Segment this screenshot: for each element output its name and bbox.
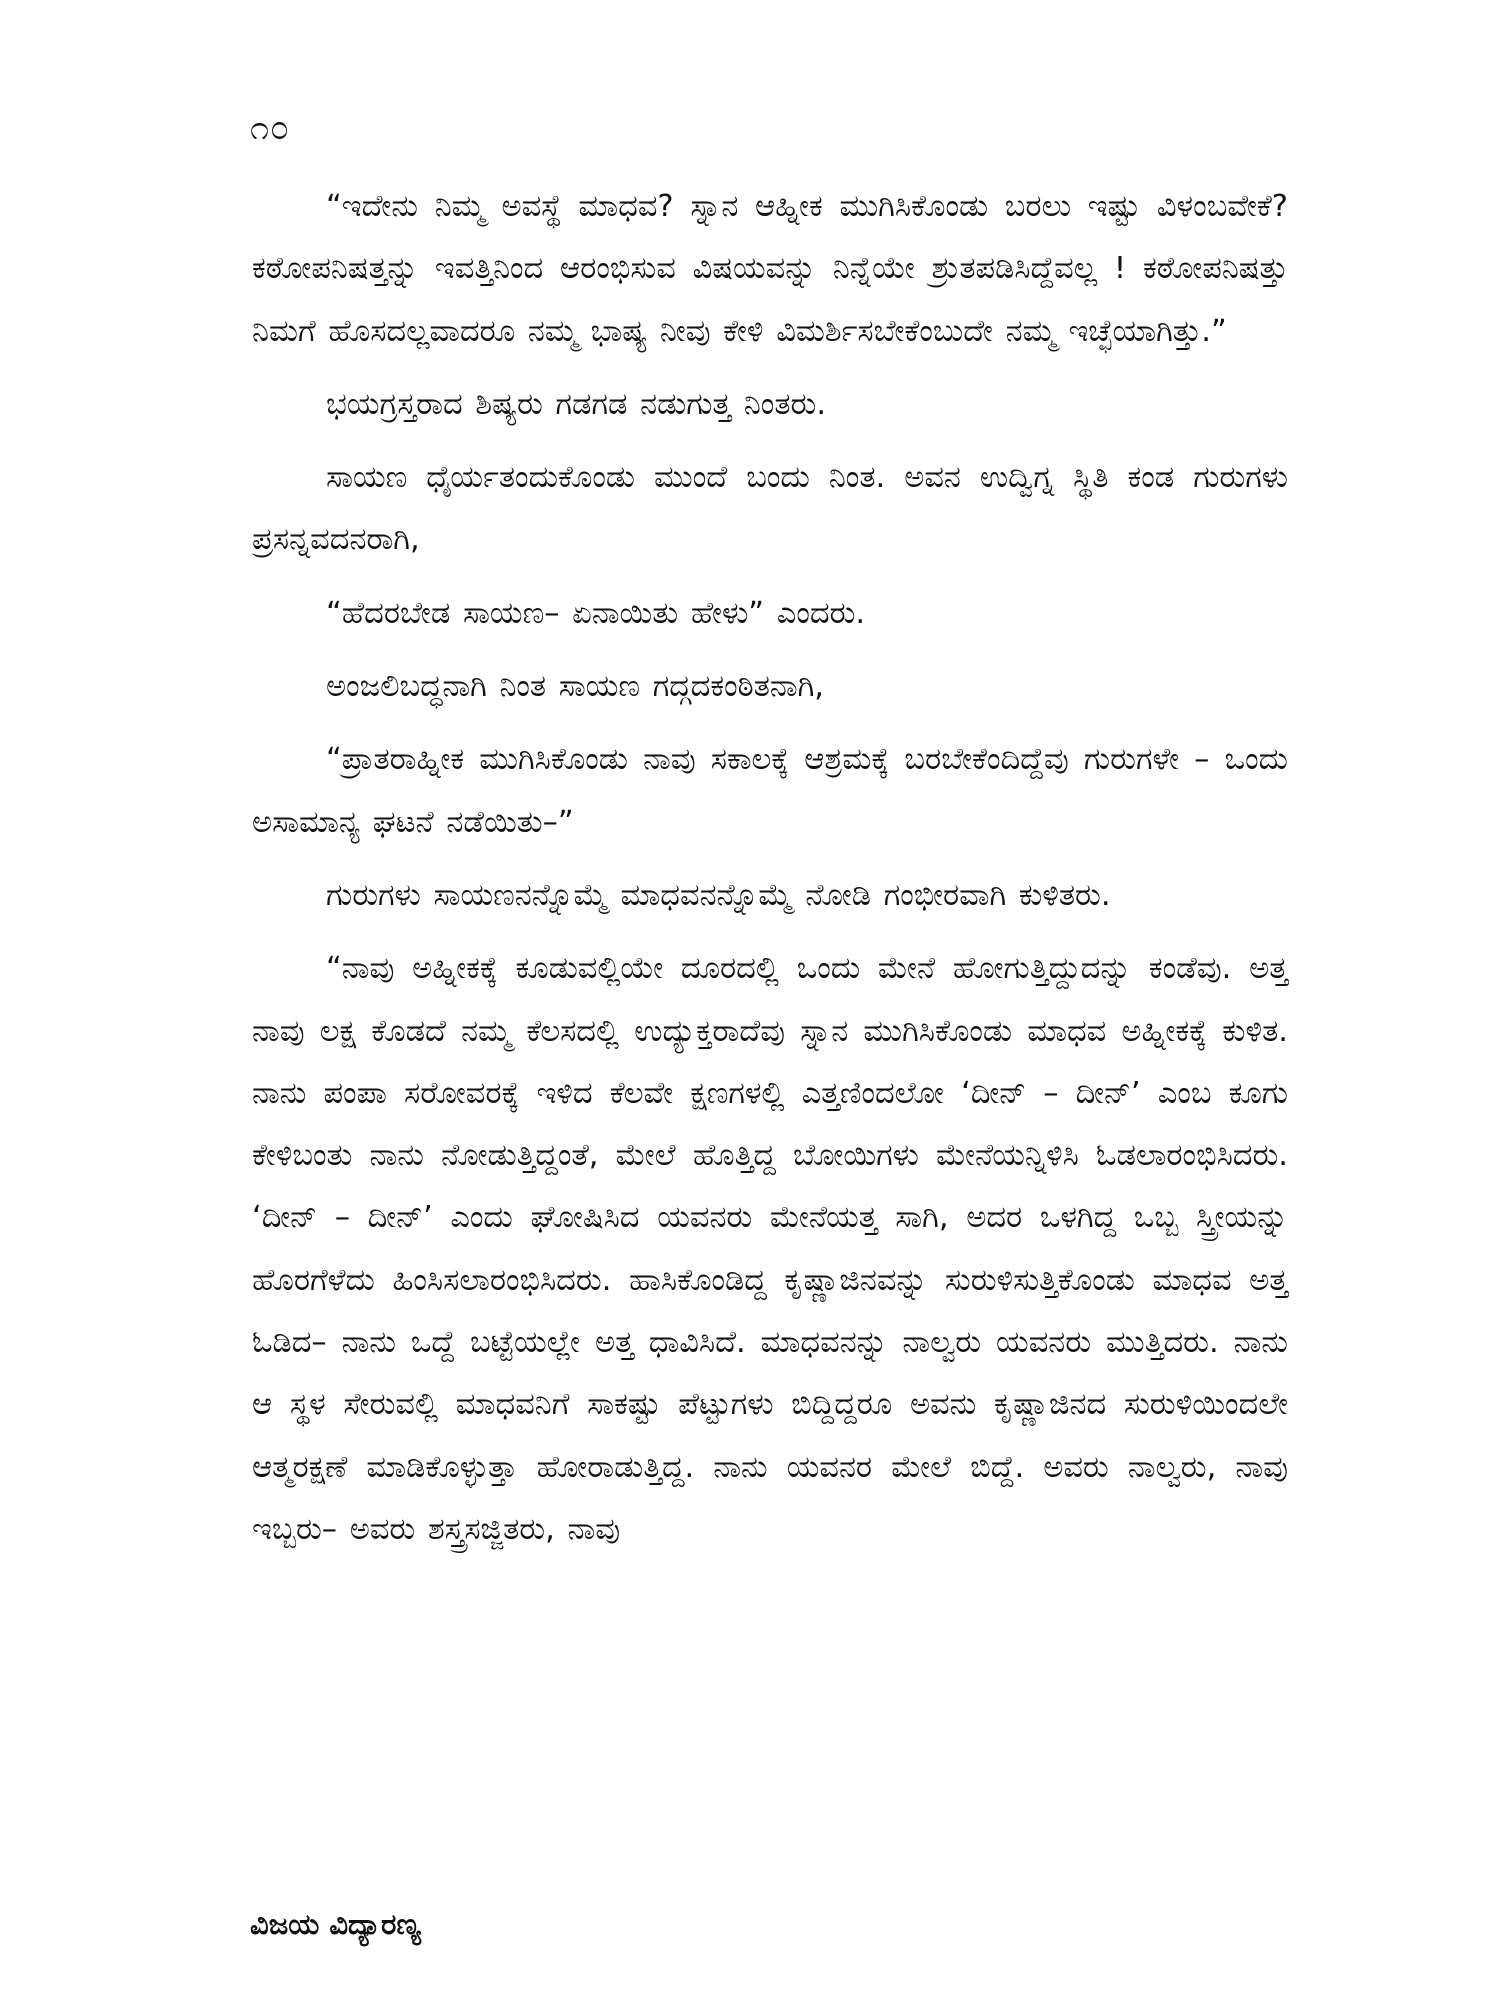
- paragraph: “ಹೆದರಬೇಡ ಸಾಯಣ– ಏನಾಯಿತು ಹೇಳು” ಎಂದರು.: [326, 595, 866, 631]
- paragraph: ಗುರುಗಳು ಸಾಯಣನನ್ನೊಮ್ಮೆ ಮಾಧವನನ್ನೊಮ್ಮೆ ನೋಡಿ ಗಂಭೀರವಾಗಿ ಕುಳಿತರು.: [326, 877, 1111, 913]
- paragraph: ಭಯಗ್ರಸ್ತರಾದ ಶಿಷ್ಯರು ಗಡಗಡ ನಡುಗುತ್ತ ನಿಂತರು.: [326, 386, 827, 422]
- paragraph: ಅಂಜಲಿಬದ್ಧನಾಗಿ ನಿಂತ ಸಾಯಣ ಗದ್ಗದಕಂಠಿತನಾಗಿ,: [326, 669, 824, 705]
- paragraph: ಸಾಯಣ ಧೈರ್ಯತಂದುಕೊಂಡು ಮುಂದೆ ಬಂದು ನಿಂತ. ಅವನ ಉದ್ವಿಗ್ನ ಸ್ಥಿತಿ ಕಂಡ ಗುರುಗಳು ಪ್ರಸನ್ನವದನರಾಗಿ,: [252, 460, 1288, 558]
- page-number: ೧೦: [250, 108, 291, 148]
- paragraph: “ಪ್ರಾತರಾಹ್ನೀಕ ಮುಗಿಸಿಕೊಂಡು ನಾವು ಸಕಾಲಕ್ಕೆ ಆಶ್ರಮಕ್ಕೆ ಬರಬೇಕೆಂದಿದ್ದೆವು ಗುರುಗಳೇ – ಒಂದು ಅಸಾಮಾನ್ಯ ಘಟನೆ ನಡೆಯಿತು–”: [252, 742, 1288, 840]
- paragraph: “ಇದೇನು ನಿಮ್ಮ ಅವಸ್ಥೆ ಮಾಧವ? ಸ್ನಾನ ಆಹ್ನೀಕ ಮುಗಿಸಿಕೊಂಡು ಬರಲು ಇಷ್ಟು ವಿಳಂಬವೇಕೆ? ಕಠೋಪನಿಷತ್ತನ್ನು ಇವತ್ತಿನಿಂದ ಆರಂಭಿಸುವ ವಿಷಯವನ್ನು ನಿನ್ನೆಯೇ ಶ್ರುತಪಡಿಸಿದ್ದೆವಲ್ಲ ! ಕಠೋಪನಿಷತ್ತು ನಿಮಗೆ ಹೊಸದಲ್ಲವಾದರೂ ನಮ್ಮ ಭಾಷ್ಯ ನೀವು ಕೇಳಿ ವಿಮರ್ಶಿಸಬೇಕೆಂಬುದೇ ನಮ್ಮ ಇಚ್ಛೆಯಾಗಿತ್ತು.”: [252, 189, 1288, 349]
- book-title-footer: ವಿಜಯ ವಿದ್ಯಾರಣ್ಯ: [250, 1907, 421, 1941]
- paragraph: “ನಾವು ಅಹ್ನೀಕಕ್ಕೆ ಕೂಡುವಲ್ಲಿಯೇ ದೂರದಲ್ಲಿ ಒಂದು ಮೇನೆ ಹೋಗುತ್ತಿದ್ದುದನ್ನು ಕಂಡೆವು. ಅತ್ತ ನಾವು ಲಕ್ಷ ಕೊಡದೆ ನಮ್ಮ ಕೆಲಸದಲ್ಲಿ ಉದ್ಯುಕ್ತರಾದೆವು ಸ್ನಾನ ಮುಗಿಸಿಕೊಂಡು ಮಾಧವ ಅಹ್ನೀಕಕ್ಕೆ ಕುಳಿತ. ನಾನು ಪಂಪಾ ಸರೋವರಕ್ಕೆ ಇಳಿದ ಕೆಲವೇ ಕ್ಷಣಗಳಲ್ಲಿ ಎತ್ತಣಿಂದಲೋ ‘ದೀನ್ – ದೀನ್’ ಎಂಬ ಕೂಗು ಕೇಳಿಬಂತು ನಾನು ನೋಡುತ್ತಿದ್ದಂತೆ, ಮೇಲೆ ಹೊತ್ತಿದ್ದ ಬೋಯಿಗಳು ಮೇನೆಯನ್ನಿಳಿಸಿ ಓಡಲಾರಂಭಿಸಿದರು. ‘ದೀನ್ – ದೀನ್’ ಎಂದು ಘೋಷಿಸಿದ ಯವನರು ಮೇನೆಯತ್ತ ಸಾಗಿ, ಅದರ ಒಳಗಿದ್ದ ಒಬ್ಬ ಸ್ತ್ರೀಯನ್ನು ಹೊರಗೆಳೆದು ಹಿಂಸಿಸಲಾರಂಭಿಸಿದರು. ಹಾಸಿಕೊಂಡಿದ್ದ ಕೃಷ್ಣಾಜಿನವನ್ನು ಸುರುಳಿಸುತ್ತಿಕೊಂಡು ಮಾಧವ ಅತ್ತ ಓಡಿದ– ನಾನು ಒದ್ದೆ ಬಟ್ಟೆಯಲ್ಲೇ ಅತ್ತ ಧಾವಿಸಿದೆ. ಮಾಧವನನ್ನು ನಾಲ್ವರು ಯವನರು ಮುತ್ತಿದರು. ನಾನು ಆ ಸ್ಥಳ ಸೇರುವಲ್ಲಿ ಮಾಧವನಿಗೆ ಸಾಕಷ್ಟು ಪೆಟ್ಟುಗಳು ಬಿದ್ದಿದ್ದರೂ ಅವನು ಕೃಷ್ಣಾಜಿನದ ಸುರುಳಿಯಿಂದಲೇ ಆತ್ಮರಕ್ಷಣೆ ಮಾಡಿಕೊಳ್ಳುತ್ತಾ ಹೋರಾಡುತ್ತಿದ್ದ. ನಾನು ಯವನರ ಮೇಲೆ ಬಿದ್ದೆ. ಅವರು ನಾಲ್ವರು, ನಾವು ಇಬ್ಬರು– ಅವರು ಶಸ್ತ್ರಸಜ್ಜಿತರು, ನಾವು: [252, 951, 1288, 1547]
- body-text: [252, 176, 1288, 1561]
